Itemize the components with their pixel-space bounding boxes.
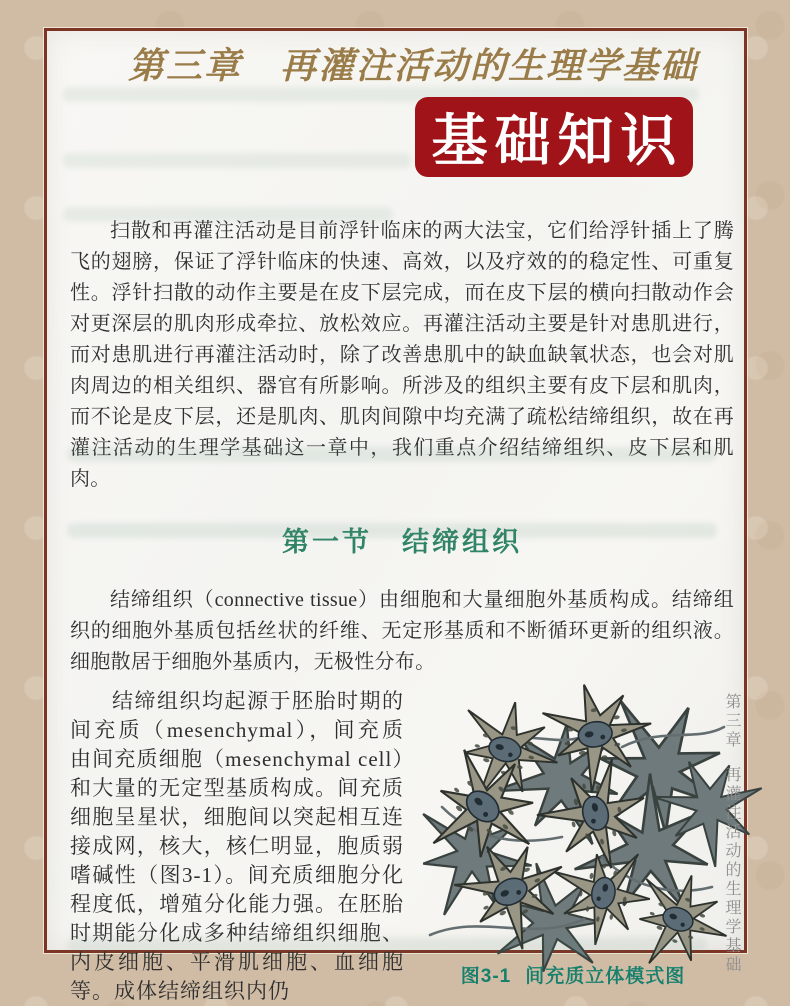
figure-and-text-row [70,687,734,1006]
chapter-number: 第三章 [128,46,243,86]
section-name: 结缔组织 [402,527,522,558]
margin-chapter-number: 第三章 [723,693,740,750]
figure-3-1 [412,687,734,988]
bleedthrough-stripe [63,153,411,168]
connective-tissue-paragraph: 结缔组织（connective tissue）由细胞和大量细胞外基质构成。结缔组织的细胞外基质包括丝状的纤维、无定形基质和不断循环更新的组织液。细胞散居于细胞外基质内，无极性分布。 [70,589,734,674]
figure-title: 间充质立体模式图 [525,966,686,988]
mesenchyme-cells-illustration [412,687,734,955]
figure-label: 图3-1 [460,966,512,988]
mesenchyme-paragraph: 结缔组织均起源于胚胎时期的间充质（mesenchymal），间充质由间充质细胞（mesenchymal cell）和大量的无定型基质构成。间充质细胞呈星状，细胞间以突起相互连接成网，核大，核仁明显，胞质弱嗜碱性（图3-1）。间充质细胞分化程度低，增殖分化能力强。在胚胎时期能分化成多种结缔组织细胞、内皮细胞、平滑肌细胞、血细胞等。成体结缔组织内仍 [70,689,404,1004]
margin-chapter-title: 再灌注活动的生理学基础 [723,766,740,975]
knowledge-badge-label: 基础知识 [431,109,684,172]
book-page [44,28,747,1004]
chapter-title [128,45,734,88]
margin-chapter-label [720,693,742,979]
section-heading [70,525,734,559]
intro-paragraph: 扫散和再灌注活动是目前浮针临床的两大法宝，它们给浮针插上了腾飞的翅膀，保证了浮针临床的快速、高效，以及疗效的的稳定性、可重复性。浮针扫散的动作主要是在皮下层完成，而在皮下层的横向扫散动作会对更深层的肌肉形成牵拉、放松效应。再灌注活动主要是针对患肌进行，而对患肌进行再灌注活动时，除了改善患肌中的缺血缺氧状态，也会对肌肉周边的相关组织、器官有所影响。所涉及的组织主要有皮下层和肌肉，而不论是皮下层，还是肌肉、肌肉间隙中均充满了疏松结缔组织，故在再灌注活动的生理学基础这一章中，我们重点介绍结缔组织、皮下层和肌肉。 [70,220,734,491]
knowledge-badge [415,97,693,177]
section-number: 第一节 [282,527,372,558]
figure-caption [412,961,734,988]
chapter-name: 再灌注活动的生理学基础 [280,46,699,86]
